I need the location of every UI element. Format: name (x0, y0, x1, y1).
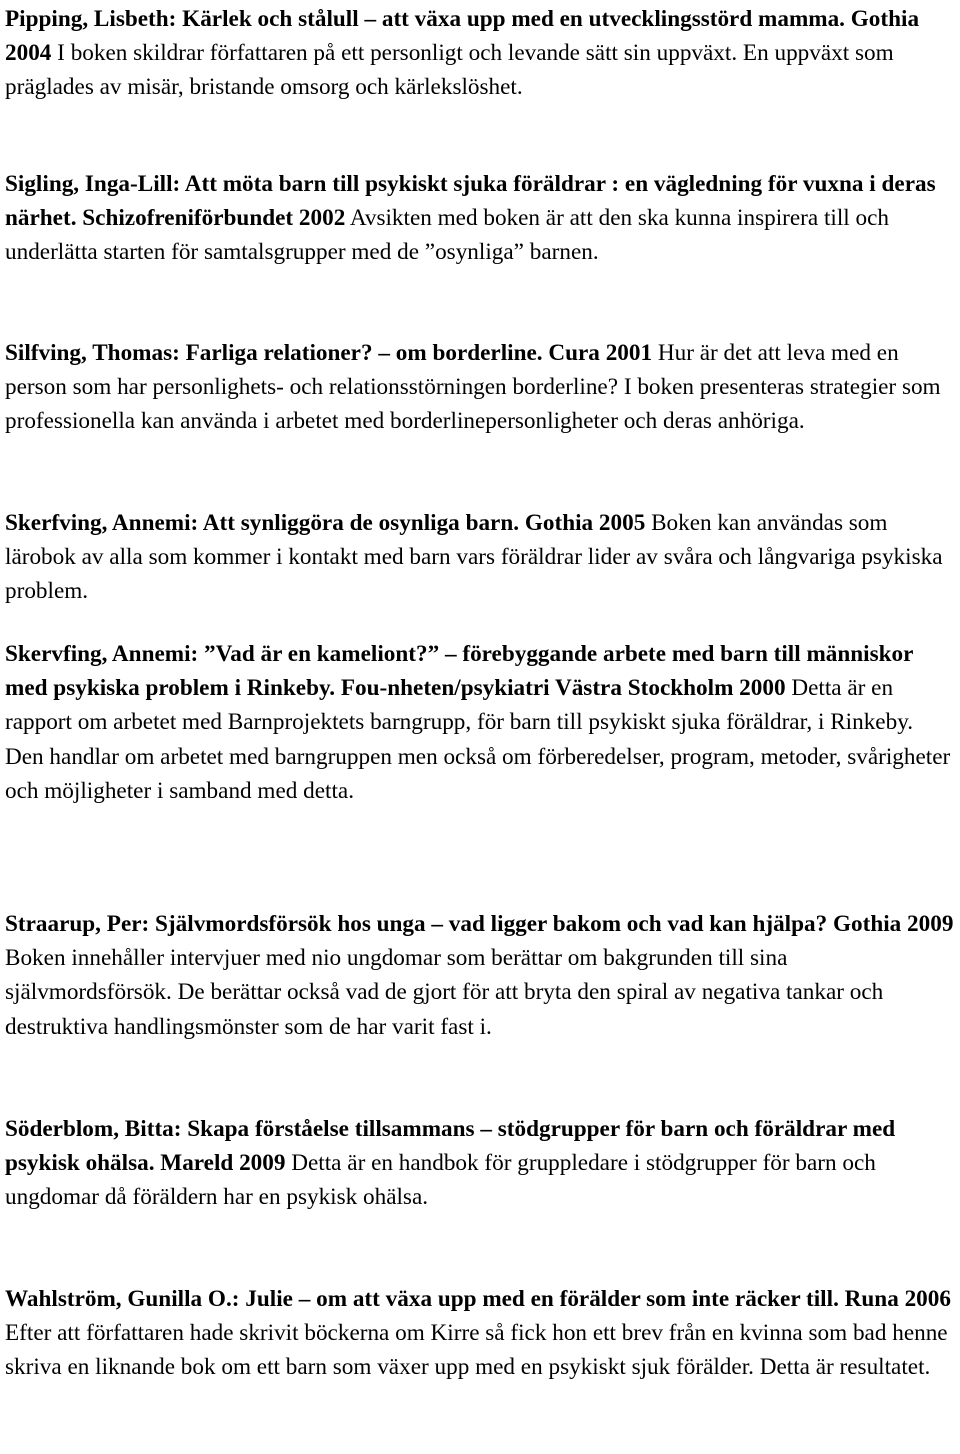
entry-summary: Hur är det att leva med en person som har personlighets- och relationsstörningen borderline? I boken presenteras strategier som professionella kan använda i arbetet med borderlinepersonligheter och deras anhöriga. (5, 340, 941, 435)
entry-heading: Söderblom, Bitta: Skapa förståelse tillsammans – stödgrupper för barn och föräldrar med psykisk ohälsa. Mareld 2009 (5, 1116, 896, 1177)
bibliography-entry-skerfving (5, 506, 956, 609)
bibliography-entry-silfving (5, 336, 956, 439)
entry-summary: Boken innehåller intervjuer med nio ungdomar som berättar om bakgrunden till sina självmordsförsök. De berättar också vad de gjort för att bryta den spiral av negativa tankar och destruktiva handlingsmönster som de har varit fast i. (5, 945, 884, 1040)
entry-heading: Skerfving, Annemi: Att synliggöra de osynliga barn. Gothia 2005 (5, 510, 646, 536)
entry-heading: Silfving, Thomas: Farliga relationer? – om borderline. Cura 2001 (5, 340, 653, 366)
bibliography-entry-pipping (5, 2, 956, 105)
entry-summary: Detta är en rapport om arbetet med Barnprojektets barngrupp, för barn till psykiskt sjuka föräldrar, i Rinkeby. Den handlar om arbetet med barngruppen men också om förberedelser, program, metoder, svårigheter och möjligheter i samband med detta. (5, 675, 951, 804)
bibliography-entry-soderblom (5, 1112, 956, 1215)
entry-summary: Efter att författaren hade skrivit böckerna om Kirre så fick hon ett brev från en kvinna som bad henne skriva en liknande bok om ett barn som växer upp med en psykiskt sjuk förälder. Detta är resultatet. (5, 1320, 948, 1381)
entry-heading: Skervfing, Annemi: ”Vad är en kameliont?” – förebyggande arbete med barn till människor med psykiska problem i Rinkeby. Fou-nheten/psykiatri Västra Stockholm 2000 (5, 641, 914, 702)
bibliography-entry-skervfing (5, 637, 956, 808)
entry-heading: Sigling, Inga-Lill: Att möta barn till psykiskt sjuka föräldrar : en vägledning för vuxna i deras närhet. Schizofreniförbundet 2002 (5, 171, 936, 232)
bibliography-entry-wahlstrom (5, 1282, 956, 1385)
entry-summary: Boken kan användas som lärobok av alla som kommer i kontakt med barn vars föräldrar lider av svåra och långvariga psykiska problem. (5, 510, 943, 605)
bibliography-entry-sigling (5, 167, 956, 270)
entry-heading: Wahlström, Gunilla O.: Julie – om att växa upp med en förälder som inte räcker till. Runa 2006 (5, 1286, 951, 1312)
entry-heading: Straarup, Per: Självmordsförsök hos unga – vad ligger bakom och vad kan hjälpa? Gothia 2009 (5, 911, 954, 937)
entry-heading: Pipping, Lisbeth: Kärlek och stålull – att växa upp med en utvecklingsstörd mamma. Gothia 2004 (5, 6, 920, 67)
entry-summary: I boken skildrar författaren på ett personligt och levande sätt sin uppväxt. En uppväxt som präglades av misär, bristande omsorg och kärlekslöshet. (5, 40, 894, 101)
entry-summary: Detta är en handbok för gruppledare i stödgrupper för barn och ungdomar då föräldern har en psykisk ohälsa. (5, 1150, 876, 1211)
entry-summary: Avsikten med boken är att den ska kunna inspirera till och underlätta starten för samtalsgrupper med de ”osynliga” barnen. (5, 205, 890, 266)
bibliography-entry-straarup (5, 907, 956, 1044)
